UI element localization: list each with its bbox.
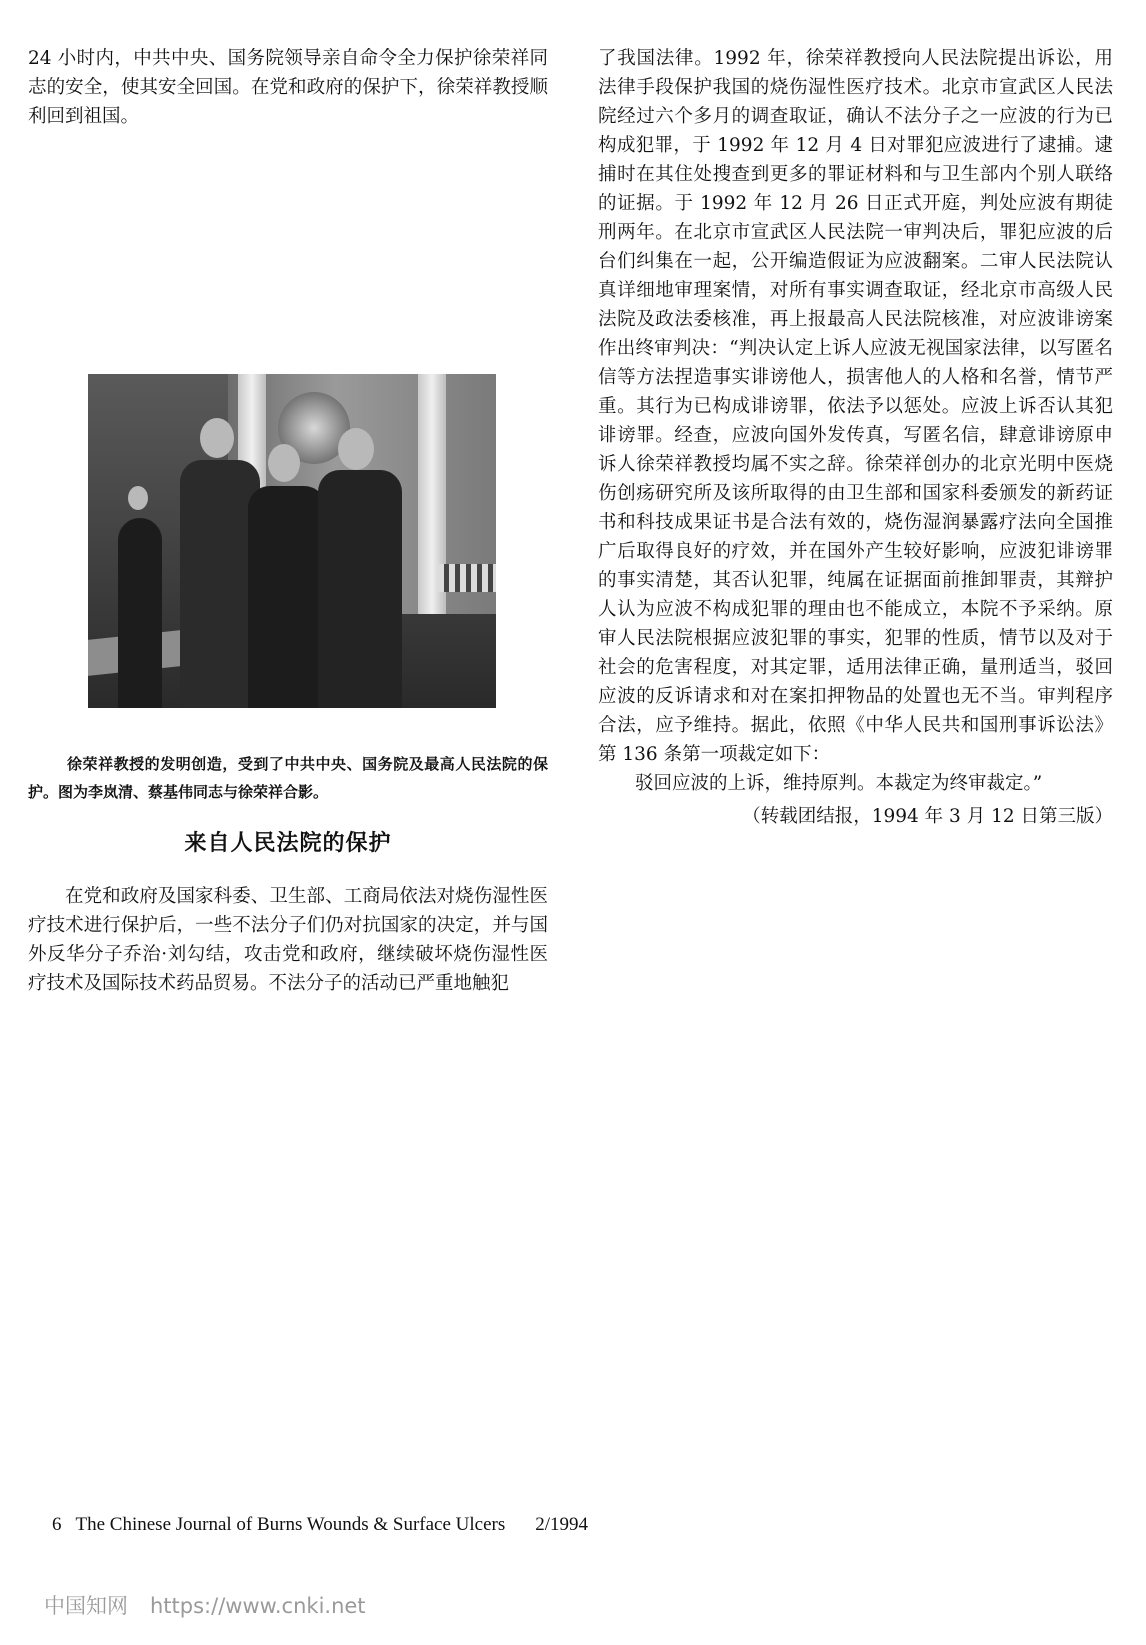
section-title: 来自人民法院的保护: [184, 831, 392, 856]
photo-caption: 徐荣祥教授的发明创造，受到了中共中央、国务院及最高人民法院的保护。图为李岚清、蔡基伟同志与徐荣祥合影。: [28, 755, 548, 801]
watermark-url: https://www.cnki.net: [150, 1594, 366, 1618]
opening-paragraph: 24 小时内，中共中央、国务院领导亲自命令全力保护徐荣祥同志的安全，使其安全回国。在党和政府的保护下，徐荣祥教授顺利回到祖国。: [28, 48, 548, 127]
page-footer: [52, 1514, 588, 1536]
court-paragraph: 了我国法律。1992 年，徐荣祥教授向人民法院提出诉讼，用法律手段保护我国的烧伤湿性医疗技术。北京市宣武区人民法院经过六个多月的调查取证，确认不法分子之一应波的行为已构成犯罪，于 1992 年 12 月 4 日对罪犯应波进行了逮捕。逮捕时在其住处搜查到更多的罪证材料和与卫生部内个别人联络的证据。于 1992 年 12 月 26 日正式开庭，判处应波有期徒刑两年。在北京市宣武区人民法院一审判决后，罪犯应波的后台们纠集在一起，公开编造假证为应波翻案。二审人民法院认真详细地审理案情，对所有事实调查取证，经北京市高级人民法院及政法委核准，再上报最高人民法院核准，对应波诽谤案作出终审判决：“判决认定上诉人应波无视国家法律，以写匿名信等方法捏造事实诽谤他人，损害他人的人格和名誉，情节严重。其行为已构成诽谤罪，依法予以惩处。应波上诉否认其犯诽谤罪。经查，应波向国外发传真，写匿名信，肆意诽谤原申诉人徐荣祥教授均属不实之辞。徐荣祥创办的北京光明中医烧伤创疡研究所及该所取得的由卫生部和国家科委颁发的新药证书和科技成果证书是合法有效的，烧伤湿润暴露疗法向全国推广后取得良好的疗效，并在国外产生较好影响，应波犯诽谤罪的事实清楚，其否认犯罪，纯属在证据面前推卸罪责，其辩护人认为应波不构成犯罪的理由也不能成立，本院不予采纳。原审人民法院根据应波犯罪的事实，犯罪的性质，情节以及对于社会的危害程度，对其定罪，适用法律正确，量刑适当，驳回应波的反诉请求和对在案扣押物品的处置也无不当。审判程序合法，应予维持。据此，依照《中华人民共和国刑事诉讼法》第 136 条第一项裁定如下：: [598, 48, 1113, 765]
page-number: 6: [52, 1514, 62, 1535]
left-column-section: [28, 882, 548, 998]
watermark-brand: 中国知网: [44, 1594, 128, 1618]
ruling-paragraph: 驳回应波的上诉，维持原判。本裁定为终审裁定。”: [635, 773, 1043, 794]
section-paragraph: 在党和政府及国家科委、卫生部、工商局依法对烧伤湿性医疗技术进行保护后，一些不法分子们仍对抗国家的决定，并与国外反华分子乔治·刘勾结，攻击党和政府，继续破坏烧伤湿性医疗技术及国际技术药品贸易。不法分子的活动已严重地触犯: [28, 886, 548, 994]
group-photo: [88, 374, 496, 708]
issue-number: 2/1994: [535, 1514, 589, 1535]
journal-name: The Chinese Journal of Burns Wounds & Surface Ulcers: [75, 1514, 506, 1535]
source-citation: （转载团结报，1994 年 3 月 12 日第三版）: [742, 806, 1113, 827]
left-column-top: [28, 44, 548, 131]
right-column: [598, 44, 1113, 831]
cnki-watermark: [44, 1590, 366, 1620]
